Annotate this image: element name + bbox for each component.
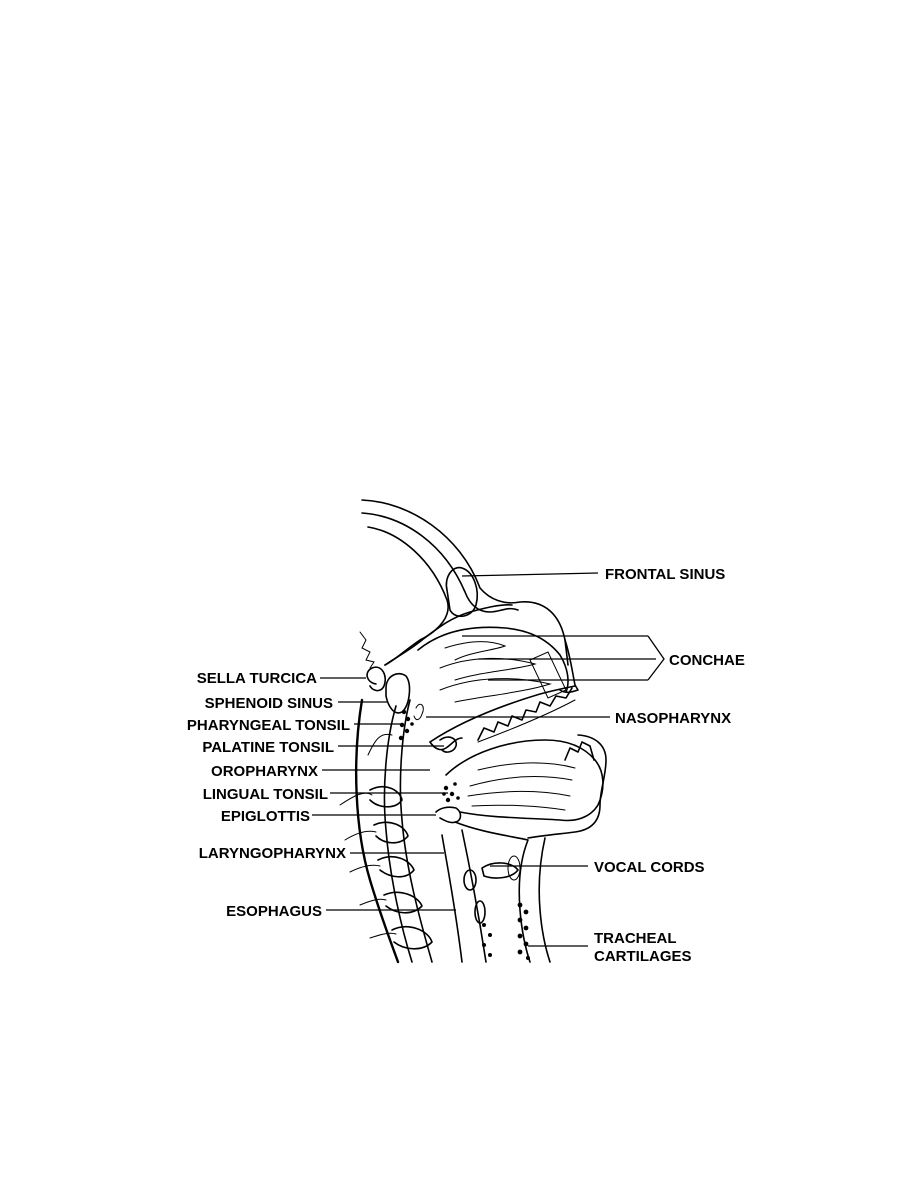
nasal-septum-outline (418, 627, 568, 692)
thyroid-cartilage-ellipse (508, 856, 520, 880)
label-sella-turcica: SELLA TURCICA (196, 670, 317, 687)
sella-turcica-shape (367, 667, 385, 690)
label-nasopharynx: NASOPHARYNX (615, 710, 732, 727)
label-epiglottis: EPIGLOTTIS (220, 808, 310, 825)
clinoid-jagged (360, 632, 374, 668)
label-oropharynx: OROPHARYNX (211, 763, 318, 780)
esophagus-tube-2 (462, 830, 486, 962)
concha-superior (445, 642, 505, 660)
eustachian-opening (414, 704, 423, 719)
label-lingual-tonsil: LINGUAL TONSIL (202, 786, 328, 803)
label-tracheal-line1: TRACHEAL (594, 930, 677, 947)
leader-frontal-sinus (462, 573, 598, 576)
label-sphenoid-sinus: SPHENOID SINUS (204, 695, 333, 712)
sphenoid-sinus-shape (386, 674, 409, 713)
larynx-front (455, 822, 530, 962)
larynx-front-2 (539, 838, 550, 962)
label-frontal-sinus: FRONTAL SINUS (605, 566, 726, 583)
tongue-fibres-2 (468, 792, 570, 797)
palatine-tonsil-shape (440, 737, 456, 752)
labels (187, 566, 745, 965)
label-palatine-tonsil: PALATINE TONSIL (202, 739, 334, 756)
label-laryngopharynx: LARYNGOPHARYNX (198, 845, 346, 862)
tongue-outline (446, 740, 603, 820)
lingual-tonsil-dots (442, 782, 460, 802)
nose-outline (560, 640, 578, 692)
anatomy-illustration (340, 500, 606, 962)
leader-conchae-bracket (648, 636, 664, 680)
tongue-fibres-4 (478, 763, 575, 770)
tongue-fibres-3 (472, 805, 565, 810)
label-conchae: CONCHAE (669, 652, 745, 669)
label-pharyngeal-tonsil: PHARYNGEAL TONSIL (186, 717, 350, 734)
skull-inner-arc (362, 513, 518, 612)
label-esophagus: ESOPHAGUS (226, 903, 322, 920)
epiglottis-shape (436, 807, 461, 822)
tongue-fibres-1 (470, 777, 572, 786)
frontal-sinus-shape (446, 568, 477, 617)
label-tracheal-line2: CARTILAGES (594, 948, 692, 965)
esophagus-tube (442, 835, 462, 962)
concha-middle (440, 658, 535, 680)
leader-lines (312, 573, 664, 946)
cranial-floor (385, 605, 512, 665)
vocal-cords-shape (482, 863, 518, 878)
upper-teeth-base (478, 700, 575, 742)
lower-teeth (565, 742, 594, 760)
label-vocal-cords: VOCAL CORDS (594, 859, 705, 876)
lips-chin (528, 735, 606, 838)
concha-inferior (440, 679, 550, 702)
skull-outer-arc (362, 500, 568, 665)
